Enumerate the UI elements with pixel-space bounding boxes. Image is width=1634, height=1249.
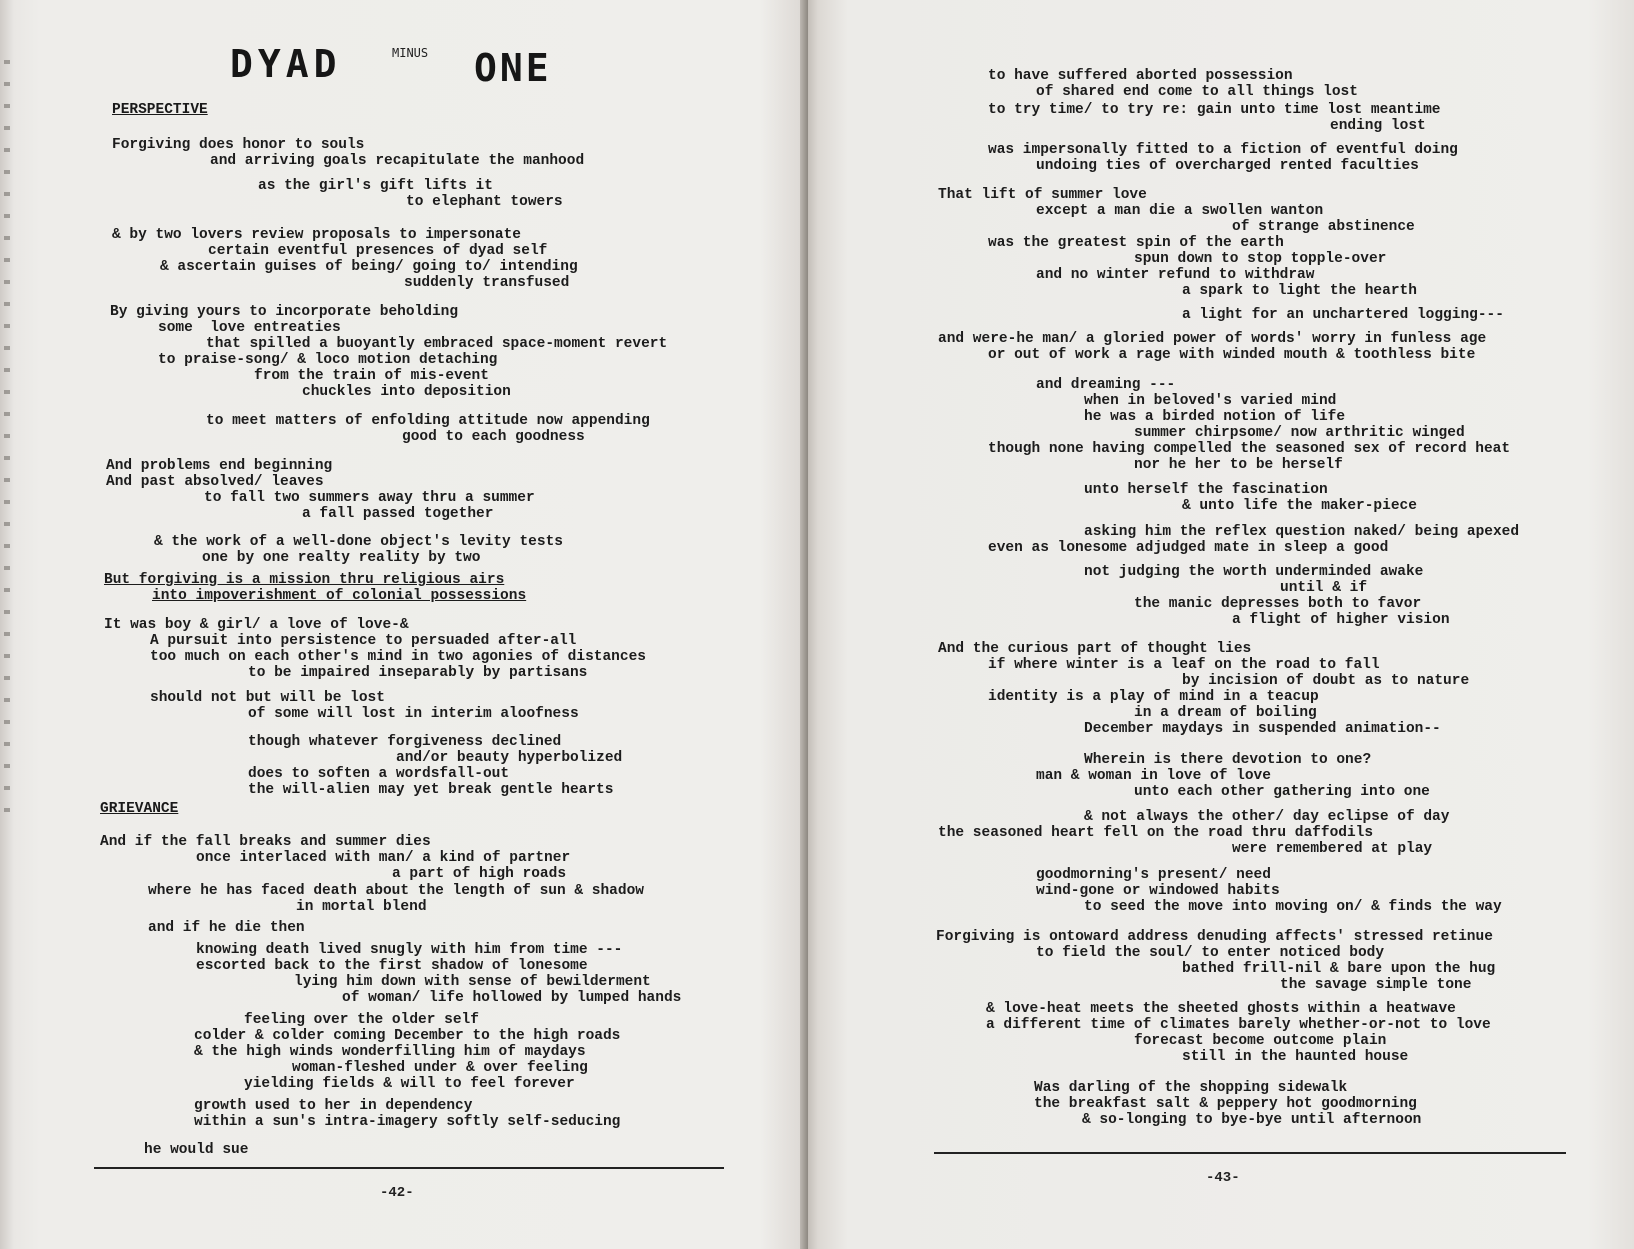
poem-line: & the work of a well-done object's levity tests bbox=[154, 534, 563, 550]
poem-line: to elephant towers bbox=[406, 194, 563, 210]
poem-line: the savage simple tone bbox=[1280, 977, 1472, 993]
poem-line: lying him down with sense of bewilderment bbox=[294, 974, 651, 990]
poem-line: Wherein is there devotion to one? bbox=[1084, 752, 1372, 768]
poem-line: a light for an unchartered logging--- bbox=[1182, 307, 1504, 323]
poem-line: and were-he man/ a gloried power of words' worry in funless age bbox=[938, 331, 1487, 347]
poem-line: to meet matters of enfolding attitude now appending bbox=[206, 413, 650, 429]
poem-line: when in beloved's varied mind bbox=[1084, 393, 1337, 409]
poem-line: Forgiving does honor to souls bbox=[112, 137, 365, 153]
poem-line: or out of work a rage with winded mouth & toothless bite bbox=[988, 347, 1476, 363]
poem-line: even as lonesome adjudged mate in sleep a good bbox=[988, 540, 1389, 556]
poem-line: It was boy & girl/ a love of love-& bbox=[104, 617, 409, 633]
poem-line: knowing death lived snugly with him from time --- bbox=[196, 942, 623, 958]
poem-line: that spilled a buoyantly embraced space-moment revert bbox=[206, 336, 668, 352]
poem-line: does to soften a wordsfall-out bbox=[248, 766, 510, 782]
poem-line: & by two lovers review proposals to impersonate bbox=[112, 227, 521, 243]
poem-line: of shared end come to all things lost bbox=[1036, 84, 1358, 100]
heading-grievance: GRIEVANCE bbox=[100, 801, 179, 817]
poem-line: That lift of summer love bbox=[938, 187, 1147, 203]
poem-line: still in the haunted house bbox=[1182, 1049, 1409, 1065]
poem-line: the will-alien may yet break gentle hearts bbox=[248, 782, 614, 798]
poem-line: as the girl's gift lifts it bbox=[258, 178, 493, 194]
poem-line: & not always the other/ day eclipse of day bbox=[1084, 809, 1450, 825]
poem-line: to field the soul/ to enter noticed body bbox=[1036, 945, 1385, 961]
poem-line: and arriving goals recapitulate the manhood bbox=[210, 153, 585, 169]
poem-line: and if he die then bbox=[148, 920, 305, 936]
poem-line: escorted back to the first shadow of lonesome bbox=[196, 958, 588, 974]
poem-line: colder & colder coming December to the high roads bbox=[194, 1028, 621, 1044]
heading-perspective: PERSPECTIVE bbox=[112, 102, 208, 118]
page-number-left: -42- bbox=[380, 1185, 414, 1201]
poem-line: should not but will be lost bbox=[150, 690, 385, 706]
poem-line: identity is a play of mind in a teacup bbox=[988, 689, 1319, 705]
poem-line: not judging the worth underminded awake bbox=[1084, 564, 1424, 580]
page-number-right: -43- bbox=[1206, 1170, 1240, 1186]
poem-line: once interlaced with man/ a kind of partner bbox=[196, 850, 571, 866]
left-page bbox=[0, 0, 808, 1249]
poem-line: to try time/ to try re: gain unto time lost meantime bbox=[988, 102, 1441, 118]
poem-line: too much on each other's mind in two agonies of distances bbox=[150, 649, 646, 665]
poem-line: by incision of doubt as to nature bbox=[1182, 673, 1470, 689]
poem-line: growth used to her in dependency bbox=[194, 1098, 473, 1114]
poem-line: of woman/ life hollowed by lumped hands bbox=[342, 990, 682, 1006]
poem-line: And the curious part of thought lies bbox=[938, 641, 1252, 657]
poem-line: to praise-song/ & loco motion detaching bbox=[158, 352, 498, 368]
poem-line: to be impaired inseparably by partisans bbox=[248, 665, 588, 681]
right-page bbox=[808, 0, 1634, 1249]
title-dyad: DYAD bbox=[230, 42, 342, 86]
poem-line: & the high winds wonderfilling him of maydays bbox=[194, 1044, 586, 1060]
poem-line-underlined: But forgiving is a mission thru religious airs bbox=[104, 572, 505, 588]
poem-line: Forgiving is ontoward address denuding affects' stressed retinue bbox=[936, 929, 1493, 945]
poem-line: where he has faced death about the length of sun & shadow bbox=[148, 883, 644, 899]
poem-line: good to each goodness bbox=[402, 429, 585, 445]
poem-line: unto each other gathering into one bbox=[1134, 784, 1430, 800]
poem-line: nor he her to be herself bbox=[1134, 457, 1343, 473]
poem-line: and/or beauty hyperbolized bbox=[396, 750, 623, 766]
footer-rule bbox=[934, 1152, 1566, 1154]
poem-line: if where winter is a leaf on the road to fall bbox=[988, 657, 1380, 673]
poem-line: goodmorning's present/ need bbox=[1036, 867, 1271, 883]
perforation-marks bbox=[4, 60, 10, 820]
poem-line: & so-longing to bye-bye until afternoon bbox=[1082, 1112, 1422, 1128]
poem-line: in a dream of boiling bbox=[1134, 705, 1317, 721]
poem-line: was impersonally fitted to a fiction of eventful doing bbox=[988, 142, 1458, 158]
poem-line-underlined: into impoverishment of colonial possessions bbox=[152, 588, 527, 604]
poem-line: certain eventful presences of dyad self bbox=[208, 243, 548, 259]
poem-line: some love entreaties bbox=[158, 320, 341, 336]
poem-line: December maydays in suspended animation-- bbox=[1084, 721, 1441, 737]
poem-line: forecast become outcome plain bbox=[1134, 1033, 1387, 1049]
poem-line: wind-gone or windowed habits bbox=[1036, 883, 1280, 899]
poem-line: A pursuit into persistence to persuaded after-all bbox=[150, 633, 577, 649]
poem-line: he would sue bbox=[144, 1142, 249, 1158]
poem-line: And problems end beginning bbox=[106, 458, 333, 474]
poem-line: a part of high roads bbox=[392, 866, 567, 882]
poem-line: & love-heat meets the sheeted ghosts within a heatwave bbox=[986, 1001, 1456, 1017]
poem-line: of some will lost in interim aloofness bbox=[248, 706, 579, 722]
footer-rule bbox=[94, 1167, 724, 1169]
poem-line: chuckles into deposition bbox=[302, 384, 511, 400]
poem-line: from the train of mis-event bbox=[254, 368, 489, 384]
poem-line: to fall two summers away thru a summer bbox=[204, 490, 535, 506]
poem-line: undoing ties of overcharged rented faculties bbox=[1036, 158, 1419, 174]
poem-line: to seed the move into moving on/ & finds the way bbox=[1084, 899, 1502, 915]
poem-line: a different time of climates barely whether-or-not to love bbox=[986, 1017, 1491, 1033]
poem-line: By giving yours to incorporate beholding bbox=[110, 304, 459, 320]
poem-line: a flight of higher vision bbox=[1232, 612, 1450, 628]
poem-line: woman-fleshed under & over feeling bbox=[292, 1060, 588, 1076]
poem-line: one by one realty reality by two bbox=[202, 550, 481, 566]
poem-line: bathed frill-nil & bare upon the hug bbox=[1182, 961, 1496, 977]
poem-line: within a sun's intra-imagery softly self-seducing bbox=[194, 1114, 621, 1130]
poem-line: summer chirpsome/ now arthritic winged bbox=[1134, 425, 1465, 441]
poem-line: to have suffered aborted possession bbox=[988, 68, 1293, 84]
poem-line: suddenly transfused bbox=[404, 275, 570, 291]
poem-line: & unto life the maker-piece bbox=[1182, 498, 1417, 514]
poem-line: unto herself the fascination bbox=[1084, 482, 1328, 498]
poem-line: and dreaming --- bbox=[1036, 377, 1176, 393]
poem-line: a fall passed together bbox=[302, 506, 494, 522]
poem-line: And past absolved/ leaves bbox=[106, 474, 324, 490]
poem-line: feeling over the older self bbox=[244, 1012, 479, 1028]
poem-line: though whatever forgiveness declined bbox=[248, 734, 562, 750]
poem-line: was the greatest spin of the earth bbox=[988, 235, 1284, 251]
poem-line: of strange abstinence bbox=[1232, 219, 1415, 235]
poem-line: a spark to light the hearth bbox=[1182, 283, 1417, 299]
poem-line: the seasoned heart fell on the road thru daffodils bbox=[938, 825, 1374, 841]
poem-line: though none having compelled the seasoned sex of record heat bbox=[988, 441, 1511, 457]
title-one: ONE bbox=[474, 46, 552, 90]
poem-line: were remembered at play bbox=[1232, 841, 1433, 857]
poem-line: yielding fields & will to feel forever bbox=[244, 1076, 575, 1092]
poem-line: & ascertain guises of being/ going to/ intending bbox=[160, 259, 578, 275]
poem-line: he was a birded notion of life bbox=[1084, 409, 1346, 425]
poem-line: man & woman in love of love bbox=[1036, 768, 1271, 784]
poem-line: in mortal blend bbox=[296, 899, 427, 915]
poem-line: asking him the reflex question naked/ being apexed bbox=[1084, 524, 1520, 540]
poem-line: the breakfast salt & peppery hot goodmorning bbox=[1034, 1096, 1417, 1112]
poem-line: Was darling of the shopping sidewalk bbox=[1034, 1080, 1348, 1096]
poem-line: And if the fall breaks and summer dies bbox=[100, 834, 431, 850]
poem-line: except a man die a swollen wanton bbox=[1036, 203, 1324, 219]
poem-line: ending lost bbox=[1330, 118, 1426, 134]
poem-line: the manic depresses both to favor bbox=[1134, 596, 1422, 612]
poem-line: and no winter refund to withdraw bbox=[1036, 267, 1315, 283]
poem-line: until & if bbox=[1280, 580, 1368, 596]
title-minus: MINUS bbox=[392, 46, 429, 60]
poem-line: spun down to stop topple-over bbox=[1134, 251, 1387, 267]
